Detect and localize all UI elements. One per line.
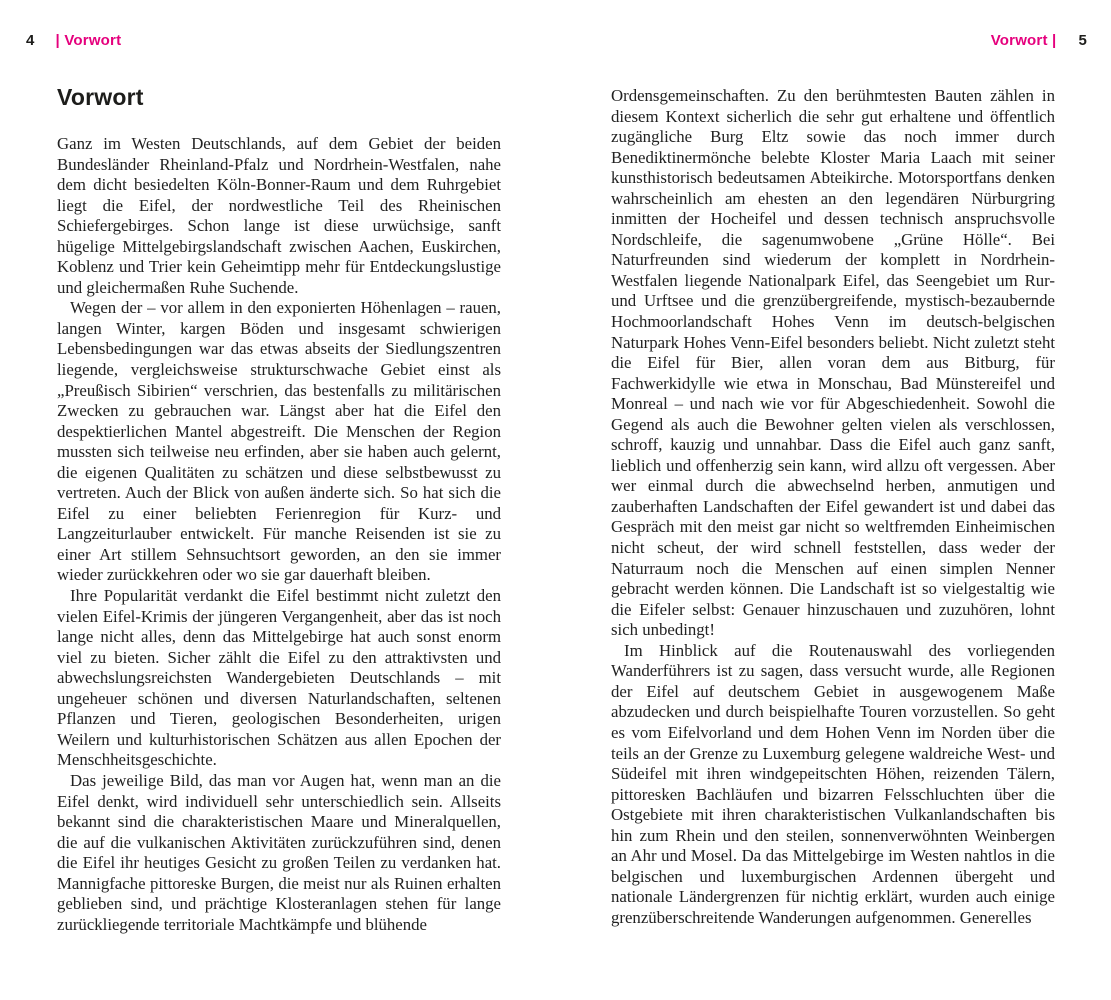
chapter-title: Vorwort	[57, 84, 144, 110]
header-separator-left: |	[55, 32, 60, 49]
page-number-left: 4	[26, 32, 35, 49]
page-right-column	[611, 86, 1055, 928]
body-text-left	[57, 134, 501, 935]
header-label-right: Vorwort	[990, 32, 1048, 49]
header-label-left: Vorwort	[64, 32, 122, 49]
running-head-left	[26, 32, 121, 49]
paragraph: Ganz im Westen Deutschlands, auf dem Gebiet der beiden Bundesländer Rheinland-Pfalz und Nordrhein-Westfalen, nahe dem dicht besiedelten Köln-Bonner-Raum und dem Ruhrgebiet liegt die Eifel, der nordwestliche Teil des Rheinischen Schiefergebirges. Schon lange ist diese urwüchsige, sanft hügelige Mittelgebirgslandschaft zwischen Aachen, Euskirchen, Koblenz und Trier kein Geheimtipp mehr für Entdeckungslustige und gleichermaßen Ruhe Suchende.	[57, 134, 501, 297]
header-separator-right: |	[1052, 32, 1057, 49]
running-head-right	[991, 32, 1087, 49]
running-title-right	[991, 32, 1057, 49]
paragraph: Ihre Popularität verdankt die Eifel bestimmt nicht zuletzt den vielen Eifel-Krimis der jüngeren Vergangenheit, aber das ist noch lange nicht alles, denn das Mittelgebirge hat auch sonst enorm viel zu bieten. Sicher zählt die Eifel zu den attraktivsten und abwechslungsreichsten Wandergebieten Deutschlands – mit ungeheuer schönen und diversen Naturlandschaften, seltenen Pflanzen und Tieren, geologischen Besonderheiten, urigen Weilern und kulturhistorischen Schätzen aus allen Epochen der Menschheitsgeschichte.	[57, 586, 501, 770]
page-left-column	[57, 84, 501, 935]
paragraph: Ordensgemeinschaften. Zu den berühmtesten Bauten zählen in diesem Kontext sicherlich die sehr gut erhaltene und öffentlich zugängliche Burg Eltz sowie das noch immer durch Benediktinermönche belebte Kloster Maria Laach mit seiner kunsthistorisch bedeutsamen Abteikirche. Motorsportfans denken wahrscheinlich am ehesten an den legendären Nürburgring inmitten der Hocheifel und dessen technisch anspruchsvolle Nordschleife, die sagenumwobene „Grüne Hölle“. Bei Naturfreunden sind wiederum der komplett in Nordrhein-Westfalen liegende Nationalpark Eifel, das Seengebiet um Rur- und Urftsee und die grenzübergreifende, mystisch-bezaubernde Hochmoorlandschaft Hohes Venn im deutsch-belgischen Naturpark Hohes Venn-Eifel besonders beliebt. Nicht zuletzt steht die Eifel für Bier, allen voran dem aus Bitburg, für Fachwerkidylle wie etwa in Monschau, Bad Münstereifel und Monreal – und nach wie vor für Abgeschiedenheit. Sowohl die Gegend als auch die Bewohner gelten vielen als verschlossen, schroff, kauzig und unnahbar. Dass die Eifel auch ganz sanft, lieblich und offenherzig sein kann, wird allzu oft vergessen. Aber wer einmal durch die abwechselnd herben, anmutigen und zauberhaften Landschaften der Eifel gewandert ist und dabei das Gespräch mit den meist gar nicht so weltfremden Einheimischen nicht scheut, der wird schnell feststellen, dass weder der Naturraum noch die Menschen auf einen simplen Nenner gebracht werden können. Die Landschaft ist so vielgestaltig wie die Eifeler selbst: Genauer hinzuschauen und zuzuhören, lohnt sich unbedingt!	[611, 86, 1055, 640]
body-text-right	[611, 86, 1055, 928]
paragraph: Im Hinblick auf die Routenauswahl des vorliegenden Wanderführers ist zu sagen, dass versucht wurde, alle Regionen der Eifel auf deutschem Gebiet in ausgewogenem Maße abzudecken und durch beispielhafte Touren vorzustellen. So geht es vom Eifelvorland und dem Hohen Venn im Norden über die teils an der Grenze zu Luxemburg gelegene waldreiche West- und Südeifel mit ihren windgepeitschten Höhen, reizenden Tälern, pittoresken Bachläufen und bizarren Felsschluchten über die Ostgebiete mit ihren charakteristischen Vulkanlandschaften bis hin zum Rhein und den steilen, sonnenverwöhnten Weinbergen an Ahr und Mosel. Da das Mittelgebirge im Westen nahtlos in die belgischen und luxemburgischen Ardennen übergeht und nationale Ländergrenzen für nichtig erklärt, wurden auch einige grenzüberschreitende Wanderungen aufgenommen. Generelles	[611, 640, 1055, 927]
paragraph: Das jeweilige Bild, das man vor Augen hat, wenn man an die Eifel denkt, wird individuell sehr unterschiedlich sein. Allseits bekannt sind die charakteristischen Maare und Mineralquellen, die auf die vulkanischen Aktivitäten zurückzuführen sind, denen die Eifel ihr heutiges Gesicht zu großen Teilen zu verdanken hat. Mannigfache pittoreske Burgen, die meist nur als Ruinen erhalten geblieben sind, und prächtige Klosteranlagen stehen für lange zurückliegende territoriale Machtkämpfe und blühende	[57, 770, 501, 934]
running-title-left	[56, 32, 122, 49]
page-number-right: 5	[1078, 32, 1087, 49]
paragraph: Wegen der – vor allem in den exponierten Höhenlagen – rauen, langen Winter, kargen Böden und insgesamt schwierigen Lebensbedingungen war das etwas abseits der Siedlungszentren liegende, vergleichsweise strukturschwache Gebiet einst als „Preußisch Sibirien“ verschrien, das bestenfalls zu militärischen Zwecken zu gebrauchen war. Längst aber hat die Eifel den despektierlichen Mantel abgestreift. Die Menschen der Region mussten sich teilweise neu erfinden, aber sie haben auch gelernt, die eigenen Qualitäten zu schätzen und diese selbstbewusst zu vertreten. Auch der Blick von außen änderte sich. So hat sich die Eifel zu einer beliebten Ferienregion für Kurz- und Langzeiturlauber entwickelt. Für manche Reisenden ist sie zu einer Art stillem Sehnsuchtsort geworden, an den sie immer wieder zurückkehren oder wo sie gar dauerhaft bleiben.	[57, 298, 501, 585]
